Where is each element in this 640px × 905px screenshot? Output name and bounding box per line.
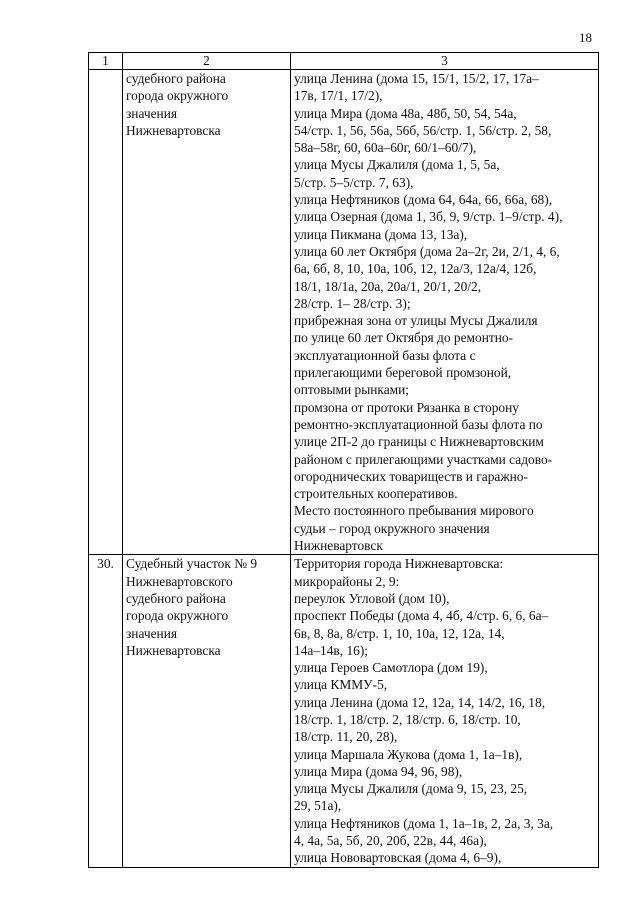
text-line: 14а–14в, 16); bbox=[294, 642, 369, 658]
text-line: эксплуатационной базы флота с bbox=[294, 347, 476, 363]
text-line: улице 2П-2 до границы с Нижневартовским bbox=[294, 434, 544, 450]
text-line: улица Мусы Джалиля (дома 1, 5, 5а, bbox=[294, 157, 500, 173]
text-line: 5/стр. 5–5/стр. 7, 63), bbox=[294, 174, 414, 190]
territory-cell bbox=[291, 70, 599, 555]
text-line: Нижневартовска bbox=[126, 122, 221, 138]
text-line: улица Мусы Джалиля (дома 9, 15, 23, 25, bbox=[294, 781, 528, 797]
text-line: улица Нефтяников (дома 64, 64а, 66, 66а, 68), bbox=[294, 192, 553, 208]
district-cell bbox=[123, 70, 291, 555]
text-line: прилегающими береговой промзоной, bbox=[294, 365, 512, 381]
text-line: переулок Угловой (дом 10), bbox=[294, 590, 450, 606]
text-line: 54/стр. 1, 56, 56а, 56б, 56/стр. 1, 56/стр. 2, 58, bbox=[294, 122, 552, 138]
text-line: улица Ленина (дома 15, 15/1, 15/2, 17, 17а– bbox=[294, 71, 539, 86]
table-row bbox=[89, 70, 599, 555]
text-line: 28/стр. 1– 28/стр. 3); bbox=[294, 295, 411, 311]
text-line: города окружного bbox=[126, 608, 229, 624]
text-line: 6в, 8, 8а, 8/стр. 1, 10, 10а, 12, 12а, 14, bbox=[294, 625, 505, 641]
text-line: судебного района bbox=[126, 590, 226, 606]
text-line: 4, 4а, 5а, 5б, 20, 20б, 22в, 44, 46а), bbox=[294, 833, 487, 849]
text-line: улица Мира (дома 48а, 48б, 50, 54, 54а, bbox=[294, 105, 517, 121]
text-line: улица Маршала Жукова (дома 1, 1а–1в), bbox=[294, 746, 523, 762]
text-line: Нижневартовского bbox=[126, 573, 233, 589]
text-line: промзона от протоки Рязанка в сторону bbox=[294, 399, 519, 415]
text-line: районом с прилегающими участками садово- bbox=[294, 451, 553, 467]
text-line: значения bbox=[126, 625, 178, 641]
table-header-row bbox=[89, 53, 599, 70]
text-line: 18/стр. 11, 20, 28), bbox=[294, 729, 398, 745]
table-row bbox=[89, 555, 599, 867]
row-number-cell: 30. bbox=[89, 555, 123, 867]
district-cell bbox=[123, 555, 291, 867]
text-line: Нижневартовск bbox=[294, 538, 383, 554]
column-header-3: 3 bbox=[291, 53, 599, 70]
text-line: прибрежная зона от улицы Мусы Джалиля bbox=[294, 313, 538, 329]
text-line: улица Героев Самотлора (дом 19), bbox=[294, 660, 488, 676]
text-line: улица Нововартовская (дома 4, 6–9), bbox=[294, 850, 502, 866]
territory-cell bbox=[291, 555, 599, 867]
text-line: улица Ленина (дома 12, 12а, 14, 14/2, 16, 18, bbox=[294, 694, 546, 710]
text-line: оптовыми рынками; bbox=[294, 382, 410, 398]
text-line: Место постоянного пребывания мирового bbox=[294, 503, 534, 519]
text-line: микрорайоны 2, 9: bbox=[294, 573, 400, 589]
page-number: 18 bbox=[579, 30, 592, 45]
text-line: улица Пикмана (дома 13, 13а), bbox=[294, 226, 468, 242]
text-line: проспект Победы (дома 4, 4б, 4/стр. 6, 6, 6а– bbox=[294, 608, 549, 624]
column-header-2: 2 bbox=[123, 53, 291, 70]
text-line: 18/1, 18/1а, 20а, 20а/1, 20/1, 20/2, bbox=[294, 278, 482, 294]
text-line: по улице 60 лет Октября до ремонтно- bbox=[294, 330, 514, 346]
row-number-cell bbox=[89, 70, 123, 555]
text-line: улица 60 лет Октября (дома 2а–2г, 2и, 2/1, 4, 6, bbox=[294, 243, 560, 259]
text-line: судьи – город окружного значения bbox=[294, 520, 490, 536]
text-line: Территория города Нижневартовска: bbox=[294, 556, 504, 572]
column-header-1: 1 bbox=[89, 53, 123, 70]
text-line: 17в, 17/1, 17/2), bbox=[294, 88, 383, 104]
text-line: Судебный участок № 9 bbox=[126, 556, 258, 572]
text-line: улица Озерная (дома 1, 3б, 9, 9/стр. 1–9/стр. 4), bbox=[294, 209, 563, 225]
text-line: огороднических товариществ и гаражно- bbox=[294, 468, 528, 484]
text-line: улица Нефтяников (дома 1, 1а–1в, 2, 2а, 3, 3а, bbox=[294, 815, 554, 831]
text-line: города окружного bbox=[126, 88, 229, 104]
district-table bbox=[88, 52, 599, 868]
text-line: 6а, 6б, 8, 10, 10а, 10б, 12, 12а/3, 12а/4, 12б, bbox=[294, 261, 537, 277]
text-line: улица КММУ-5, bbox=[294, 677, 388, 693]
text-line: 58а–58г, 60, 60а–60г, 60/1–60/7), bbox=[294, 140, 477, 156]
text-line: Нижневартовска bbox=[126, 642, 221, 658]
text-line: улица Мира (дома 94, 96, 98), bbox=[294, 763, 463, 779]
text-line: 29, 51а), bbox=[294, 798, 342, 814]
text-line: строительных кооперативов. bbox=[294, 486, 458, 502]
text-line: судебного района bbox=[126, 71, 226, 86]
text-line: ремонтно-эксплуатационной базы флота по bbox=[294, 416, 543, 432]
text-line: 18/стр. 1, 18/стр. 2, 18/стр. 6, 18/стр. 10, bbox=[294, 711, 521, 727]
text-line: значения bbox=[126, 105, 178, 121]
